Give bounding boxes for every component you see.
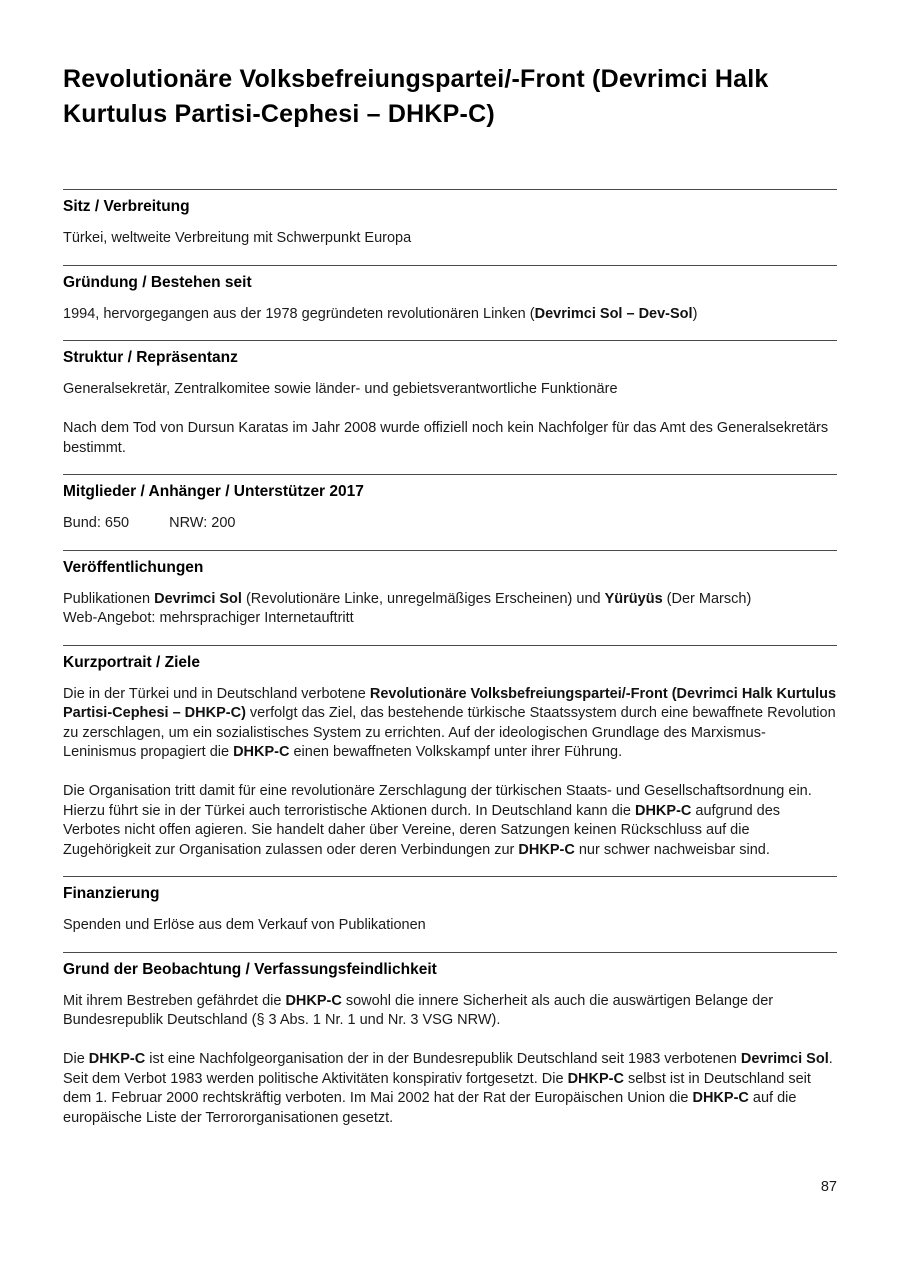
document-section <box>63 952 837 1145</box>
section-paragraph <box>63 916 837 936</box>
text-segment: 1994, hervorgegangen aus der 1978 gegründeten revolutionären Linken ( <box>63 305 535 322</box>
document-section <box>63 474 837 550</box>
bold-text: Revolutionäre Volksbefreiungspartei/-Front (Devrimci Halk Kurtulus Partisi-Cephesi – DHKP-C) <box>63 685 837 721</box>
text-segment: sowohl die innere Sicherheit als auch die auswärtigen Belange der Bundesrepublik Deutschland (§ 3 Abs. 1 Nr. 1 und Nr. 3 VSG NRW). <box>63 992 774 1028</box>
text-segment: Web-Angebot: mehrsprachiger Internetauftritt <box>63 610 354 626</box>
text-segment: ) <box>692 305 698 322</box>
bold-text: DHKP-C <box>233 744 290 760</box>
text-segment: aufgrund des Verbotes nicht offen agieren. Sie handelt daher über Vereine, deren Satzungen keinen Rückschluss auf die Zugehörigkeit zur Organisation zulassen oder deren Verbindungen zur <box>63 802 781 858</box>
text-segment: Spenden und Erlöse aus dem Verkauf von Publikationen <box>63 917 426 933</box>
section-heading: Veröffentlichungen <box>63 558 204 576</box>
section-paragraph <box>63 380 837 400</box>
section-paragraph <box>63 419 837 458</box>
document-section <box>63 189 837 265</box>
bold-text: Yürüyüs <box>604 590 663 607</box>
document-section <box>63 340 837 474</box>
text-segment: Die <box>63 1051 89 1067</box>
sections <box>63 189 837 1144</box>
bold-text: DHKP-C <box>88 1051 146 1067</box>
text-segment: Generalsekretär, Zentralkomitee sowie länder- und gebietsverantwortliche Funktionäre <box>63 381 618 397</box>
section-paragraph <box>63 685 837 763</box>
text-segment: Nach dem Tod von Dursun Karatas im Jahr 2008 wurde offiziell noch kein Nachfolger für das Amt des Generalsekretärs bestimmt. <box>63 420 829 456</box>
section-heading: Finanzierung <box>63 885 160 902</box>
section-heading: Kurzportrait / Ziele <box>63 653 200 671</box>
text-segment: (Revolutionäre Linke, unregelmäßiges Erscheinen) und <box>241 590 605 607</box>
text-segment: ist eine Nachfolgeorganisation der in der Bundesrepublik Deutschland seit 1983 verbotenen <box>145 1051 741 1067</box>
text-segment: selbst ist in Deutschland seit dem 1. Februar 2000 rechtskräftig verboten. Im Mai 2002 hat der Rat der Europäischen Union die <box>63 1070 811 1106</box>
document-section <box>63 550 837 645</box>
document-section <box>63 876 837 952</box>
text-segment: auf die europäische Liste der Terrororganisationen gesetzt. <box>63 1090 797 1126</box>
text-segment: verfolgt das Ziel, das bestehende türkische Staatssystem durch eine bewaffnete Revolution zu zerschlagen, um ein sozialistisches System zu errichten. Auf der ideologischen Grundlage des Marxismus-Leninismus propagiert die <box>63 705 836 760</box>
section-heading: Struktur / Repräsentanz <box>63 349 238 366</box>
text-segment: (Der Marsch) <box>662 590 752 607</box>
section-paragraph <box>63 1050 837 1128</box>
text-segment: . Seit dem Verbot 1983 werden politische Aktivitäten konspirativ fortgesetzt. Die <box>63 1051 833 1087</box>
text-segment: nur schwer nachweisbar sind. <box>574 841 770 858</box>
bold-text: Devrimci Sol <box>154 590 242 607</box>
document-section <box>63 645 837 877</box>
bold-text: DHKP-C <box>518 841 575 858</box>
text-segment: Türkei, weltweite Verbreitung mit Schwerpunkt Europa <box>63 230 412 246</box>
text-segment: Die in der Türkei und in Deutschland verbotene <box>63 685 370 702</box>
stats-row <box>63 514 837 534</box>
section-heading: Sitz / Verbreitung <box>63 198 190 215</box>
text-segment: Die Organisation tritt damit für eine revolutionäre Zerschlagung der türkischen Staats- und Gesellschaftsordnung ein. Hierzu führt sie in der Türkei auch terroristische Aktionen durch. In Deutschland kann die <box>63 783 812 819</box>
section-heading: Mitglieder / Anhänger / Unterstützer 2017 <box>63 483 364 500</box>
section-paragraph <box>63 229 837 249</box>
section-paragraph <box>63 305 837 325</box>
section-heading: Gründung / Bestehen seit <box>63 273 252 291</box>
page-number: 87 <box>820 1179 837 1195</box>
text-segment: einen bewaffneten Volkskampf unter ihrer Führung. <box>289 744 623 760</box>
bold-text: Devrimci Sol – Dev-Sol <box>534 305 693 322</box>
bold-text: DHKP-C <box>567 1070 624 1087</box>
document-section <box>63 265 837 341</box>
bold-text: DHKP-C <box>634 802 692 819</box>
section-paragraph <box>63 590 837 629</box>
text-segment: Mit ihrem Bestreben gefährdet die <box>63 992 286 1009</box>
section-heading: Grund der Beobachtung / Verfassungsfeindlichkeit <box>63 960 437 978</box>
stat-item: Bund: 650 <box>63 515 130 531</box>
section-paragraph <box>63 782 837 860</box>
text-segment: Publikationen <box>63 590 155 607</box>
bold-text: DHKP-C <box>285 992 342 1009</box>
bold-text: Devrimci Sol <box>740 1051 829 1067</box>
section-paragraph <box>63 992 837 1031</box>
stat-item: NRW: 200 <box>169 515 236 531</box>
bold-text: DHKP-C <box>692 1090 749 1106</box>
page-title: Revolutionäre Volksbefreiungspartei/-Front (Devrimci Halk Kurtulus Partisi-Cephesi – DHKP-C) <box>63 65 769 128</box>
